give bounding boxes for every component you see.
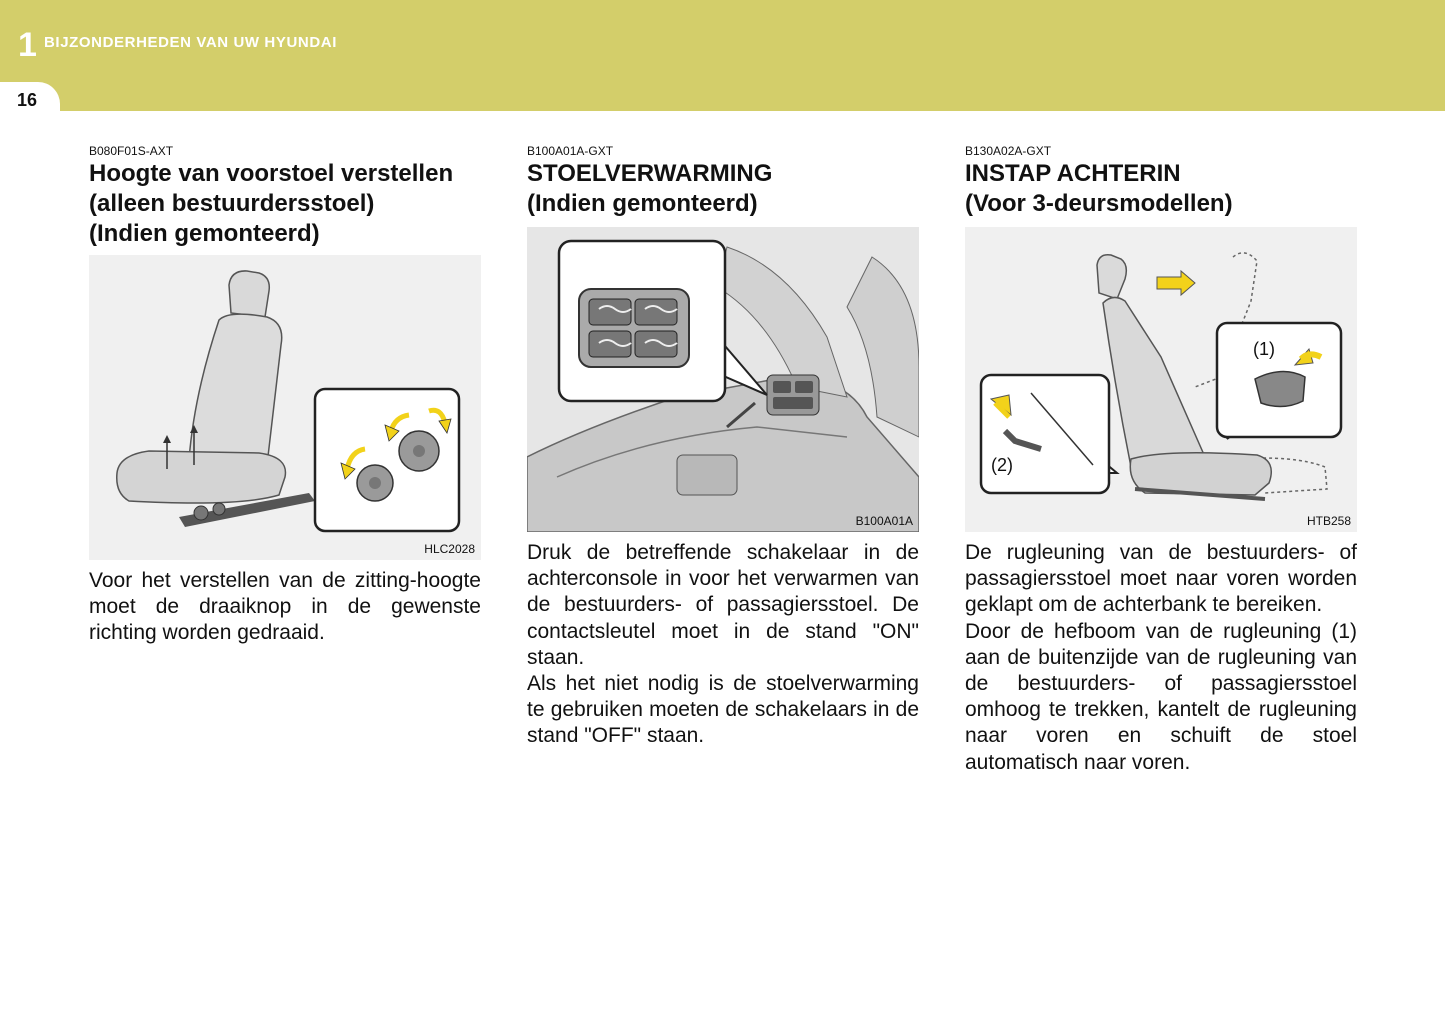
paragraph: Door de hefboom van de rugleuning (1) aan de buitenzijde van de rugleuning van de bestuurders- of passagiersstoel omhoog te trekken, kantelt de rugleuning naar voren en schuift de stoel automatisch naar voren. [965,619,1357,774]
callout-label-1: (1) [1253,339,1275,359]
paragraph: Als het niet nodig is de stoelverwarming te gebruiken moeten de schakelaars in de stand "OFF" staan. [527,672,919,748]
paragraph: Druk de betreffende schakelaar in de achterconsole in voor het verwarmen van de bestuurders- of passagiersstoel. De contactsleutel moet in de stand "ON" staan. [527,541,919,669]
section-code: B080F01S-AXT [89,144,174,158]
section-code: B130A02A-GXT [965,144,1052,158]
section-rear-access [965,144,1357,776]
rear-access-drawing [965,227,1357,532]
title-line: (alleen bestuurdersstoel) [89,190,375,217]
rear-access-illustration [965,227,1357,532]
section-title [89,159,481,249]
section-body [965,540,1357,776]
section-body [89,568,481,647]
figure-label: HTB258 [1306,514,1351,528]
section-seat-heating [527,144,919,750]
figure-label: B100A01A [855,514,913,528]
title-line: STOELVERWARMING [527,160,773,187]
callout-label-2: (2) [991,455,1013,475]
chapter-header-band [0,0,1445,111]
section-title [965,159,1357,219]
title-line: Hoogte van voorstoel verstellen [89,160,454,187]
section-body [527,540,919,750]
seat-heating-illustration [527,227,919,532]
title-line: (Indien gemonteerd) [527,190,758,217]
chapter-number: 1 [18,26,37,64]
chapter-title: BIJZONDERHEDEN VAN UW HYUNDAI [44,34,337,51]
page-number: 16 [17,90,38,110]
section-code: B100A01A-GXT [527,144,614,158]
seat-height-drawing [89,255,481,560]
paragraph: De rugleuning van de bestuurders- of passagiersstoel moet naar voren worden geklapt om de achterbank te bereiken. [965,541,1357,617]
seat-height-illustration [89,255,481,560]
section-title [527,159,919,219]
title-line: (Indien gemonteerd) [89,220,320,247]
section-seat-height [89,144,481,647]
seat-heating-drawing [527,227,919,532]
paragraph: Voor het verstellen van de zitting-hoogte moet de draaiknop in de gewenste richting worden gedraaid. [89,569,481,645]
title-line: INSTAP ACHTERIN [965,160,1181,187]
figure-label: HLC2028 [424,542,475,556]
title-line: (Voor 3-deursmodellen) [965,190,1233,217]
